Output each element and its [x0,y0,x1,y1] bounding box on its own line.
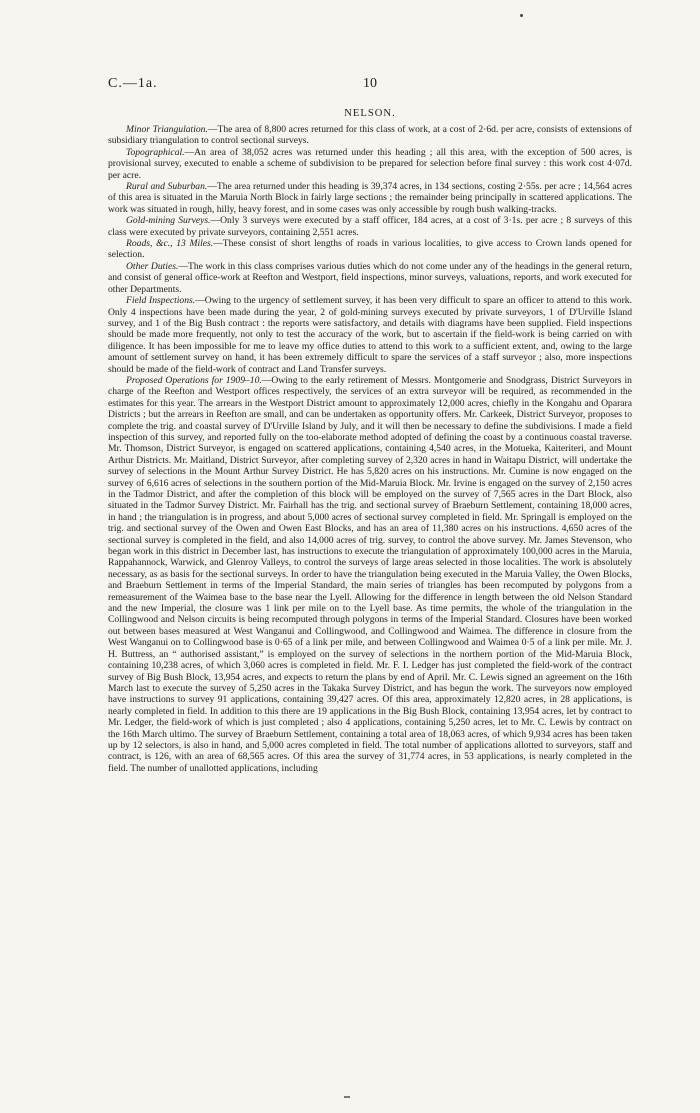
paragraph-lead: Minor Triangulation. [126,124,208,135]
paragraph-text: —An area of 38,052 acres was returned under this heading ; all this area, with the exception of 500 acres, is provisional survey, executed to enable a scheme of subdivision to be prepared for selection before final survey : this work cost 4·07d. per acre. [108,146,632,181]
paragraph-lead: Topographical. [126,146,185,158]
paragraph-text: —Owing to the early retirement of Messrs. Montgomerie and Snodgrass, District Surveyors in charge of the Reefton and Westport offices respectively, the services of an extra surveyor will be required, as recommended in the estimates for this year. The arrears in the Westport District amount to approximately 12,000 acres, chiefly in the Kongahu and Oparara Districts ; but the arrears in Reefton are small, and can be undertaken as opportunity offers. Mr. Carkeek, District Surveyor, proposes to complete the trig. and coastal survey of D'Urville Island by July, and it will then be necessary to define the subdivisions. I made a field inspection of this survey, and reported fully on the too-elaborate method adopted of defining the coast by a continuous coastal traverse. Mr. Thomson, District Surveyor, is engaged on scattered applications, containing 4,540 acres, in the Motueka, Kaiteriteri, and Mount Arthur Districts. Mr. Maitland, District Surveyor, after completing survey of 2,320 acres in hand in Waitapu District, will undertake the survey of selections in the Mount Arthur Survey District. He has 5,820 acres on his instructions. Mr. Cumine is now engaged on the survey of 6,616 acres of selections in the southern portion of the Mid-Maruia Block. Mr. Irvine is engaged on the survey of 2,150 acres in the Tadmor District, and after the completion of this block will be employed on the survey of 7,565 acres in the Dart Block, also situated in the Tadmor Survey District. Mr. Fairhall has the trig. and sectional survey of Braeburn Settlement, containing 18,000 acres, in hand ; the triangulation is in progress, and about 5,000 acres of sectional survey completed in field. Mr. Springall is employed on the trig. and sectional survey of the Owen and Owen East Blocks, and has an area of 11,380 acres on his instructions. 4,650 acres of the sectional survey is completed in the field, and also 14,000 acres of trig. survey, to control the above survey. Mr. James Stevenson, who began work in this district in December last, has instructions to execute the triangulation of approximately 100,000 acres in the Maruia, Rappahannock, Warwick, and Glenroy Valleys, to control the surveys of large areas selected in those localities. The work is absolutely necessary, as as basis for the sectional surveys. In order to have the triangulation being executed in the Maruia Valley, the Owen Blocks, and Braeburn Settlement in terms of the Imperial Standard, the main series of triangles has been recomputed by polygons from a remeasurement of the Waimea base to the base near the Lyell. Allowing for the difference in length between the old Nelson Standard and the new Imperial, the closure was 1 link per mile on to the Lyell base. As time permits, the whole of the triangulation in the Collingwood and Nelson circuits is being recomputed through polygons in terms of the Imperial Standard. Closures have been worked out between bases measured at West Wanganui and Collingwood, and Collingwood and Waimea. The difference in closure from the West Wanganui on to Collingwood base is 0·65 of a link per mile, and between Collingwood and Waimea 0·5 of a link per mile. Mr. J. H. Buttress, an “ authorised assistant,” is employed on the survey of selections in the northern portion of the Mid-Maruia Block, containing 10,238 acres, of which 3,060 acres is completed in field. Mr. F. I. Ledger has just completed the field-work of the contract survey of Big Bush Block, 13,954 acres, and expects to return the plans by end of April. Mr. C. Lewis signed an agreement on the 16th March last to execute the survey of 5,250 acres in the Takaka Survey District, and has begun the work. The surveyors now employed have instructions to survey 91 applications, containing 39,427 acres. Of this area, approximately 12,820 acres, in 28 applications, is nearly completed in field. In addition to this there are 19 applications in the Big Bush Block, containing 13,954 acres, let by contract to Mr. Ledger, the field-work of which is just completed ; also 4 applications, containing 5,250 acres, let to Mr. C. Lewis by contract on the 16th March ultimo. The survey of Braeburn Settlement, containing a total area of 18,063 acres, of which 9,934 acres has been taken up by 12 selectors, is also in hand, and 5,000 acres completed in field. The total number of applications allotted to surveyors, staff and contract, is 126, with an area of 68,565 acres. Of this area the survey of 31,774 acres, in 53 applications, is nearly completed in the field. The number of unallotted applications, including [108,374,632,774]
document-reference: C.—1a. [108,76,158,91]
section-title: NELSON. [344,108,396,119]
paragraph-text: —Only 3 surveys were executed by a staff officer, 184 acres, at a cost of 3·1s. per acre ; 8 surveys of this class were executed by private surveyors, containing 2,551 acres. [108,215,632,238]
page-header [108,76,632,98]
paragraph-roads [108,238,632,261]
page-speck-bottom [344,1096,350,1098]
paragraph-lead: Rural and Suburban. [126,181,208,193]
page-speck [520,14,523,17]
paragraph-text: —These consist of short lengths of roads in various localities, to give access to Crown lands opened for selection. [108,238,632,261]
paragraph-proposed-operations [108,375,632,774]
paragraph-rural-suburban [108,181,632,215]
paragraph-lead: Gold-mining Surveys. [126,215,211,227]
paragraph-text: —Owing to the urgency of settlement survey, it has been very difficult to spare an officer to attend to this work. Only 4 inspections have been made during the year, 2 of gold-mining surveys executed by private surveyors, 1 of D'Urville Island survey, and 1 of the Big Bush contract : the reports were satisfactory, and details with diagrams have been supplied. Field inspections should be made more frequently, not only to test the accuracy of the work, but to ascertain if the field-work is being carried on with diligence. It has been impossible for me to leave my office duties to attend to this work to a sufficient extent, and, owing to the large amount of settlement survey on hand, it has been extremely difficult to spare the services of a staff surveyor ; also, more inspections should be made of the field-work of contract and Land Transfer surveys. [108,295,632,375]
paragraph-lead: Roads, &c., 13 Miles. [126,238,214,250]
paragraph-text: —The work in this class comprises various duties which do not come under any of the headings in the general return, and consist of general office-work at Reefton and Westport, field inspections, minor surveys, valuations, reports, and work executed for other Departments. [108,260,632,295]
page-number: 10 [363,76,377,91]
paragraph-lead: Other Duties. [126,260,179,272]
paragraph-lead: Proposed Operations for 1909–10. [126,374,262,386]
paragraph-other-duties [108,261,632,295]
paragraph-minor-triangulation [108,124,632,147]
report-body [108,124,632,774]
paragraph-lead: Field Inspections. [126,295,196,307]
paragraph-text: —The area of 8,800 acres returned for this class of work, at a cost of 2·6d. per acre, consists of extensions of subsidiary triangulation to control sectional surveys. [108,124,632,147]
paragraph-gold-mining [108,215,632,238]
paragraph-topographical [108,147,632,181]
paragraph-text: —The area returned under this heading is 39,374 acres, in 134 sections, costing 2·55s. per acre ; 14,564 acres of this area is situated in the Maruia North Block in fairly large sections ; the remainder being principally in scattered applications. The work was situated in rough, hilly, heavy forest, and in some cases was only accessible by rough bush walking-tracks. [108,181,632,215]
paragraph-field-inspections [108,295,632,375]
